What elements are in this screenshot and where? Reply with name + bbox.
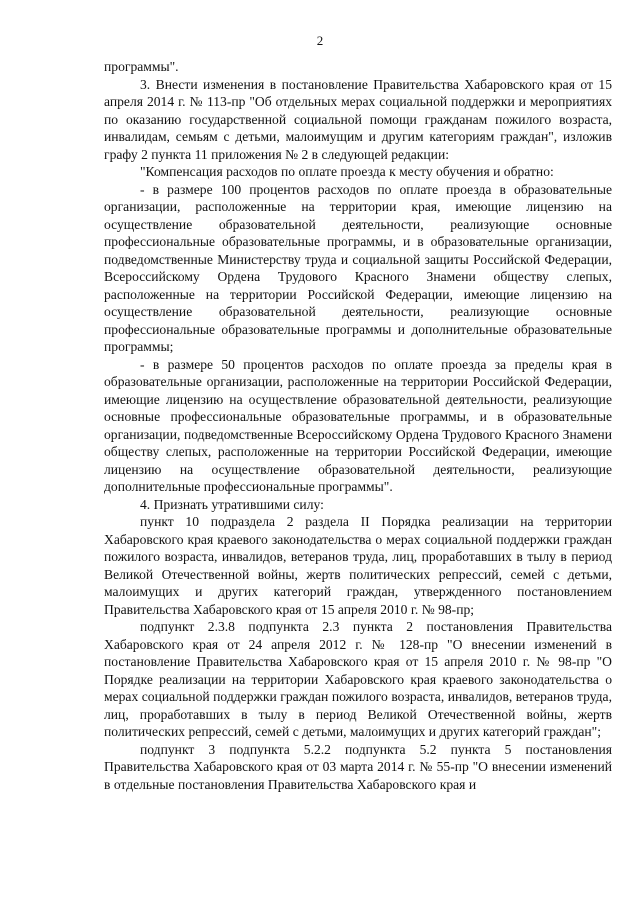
paragraph-item-4: 4. Признать утратившими силу: bbox=[140, 496, 324, 512]
paragraph-subpoint-3: подпункт 3 подпункта 5.2.2 подпункта 5.2 пункта 5 постановления Правительства Хабаровского края от 03 марта 2014 г. № 55-пр "О внесении изменений в отдельные постановления Правительства Хабаровского края и bbox=[104, 741, 612, 792]
document-body bbox=[104, 58, 612, 793]
paragraph-item-3: 3. Внести изменения в постановление Правительства Хабаровского края от 15 апреля 2014 г. № 113-пр "Об отдельных мерах социальной поддержки и мероприятиях по оказанию государственной социальной помощи гражданам пожилого возраста, инвалидам, семьям с детьми, малоимущим и другим категориям граждан", изложив графу 2 пункта 11 приложения № 2 в следующей редакции: bbox=[104, 76, 612, 162]
paragraph-subpoint-2-3-8: подпункт 2.3.8 подпункта 2.3 пункта 2 постановления Правительства Хабаровского края от 24 апреля 2012 г. № 128-пр "О внесении изменений в постановление Правительства Хабаровского края от 15 апреля 2010 г. № 98-пр "О Порядке реализации на территории Хабаровского края краевого законодательства о мерах социальной поддержки граждан пожилого возраста, инвалидов, ветеранов труда, лиц, проработавших в тылу в период Великой Отечественной войны, жертв политических репрессий, семей с детьми, малоимущих и других категорий граждан"; bbox=[104, 619, 612, 739]
paragraph-point-10: пункт 10 подраздела 2 раздела II Порядка реализации на территории Хабаровского края краевого законодательства о мерах социальной поддержки граждан пожилого возраста, инвалидов, ветеранов труда, лиц, проработавших в тылу в период Великой Отечественной войны, жертв политических репрессий, семей с детьми, малоимущих и других категорий граждан, утвержденного постановлением Правительства Хабаровского края от 15 апреля 2010 г. № 98-пр; bbox=[104, 514, 612, 617]
paragraph-quote-intro: "Компенсация расходов по оплате проезда к месту обучения и обратно: bbox=[140, 164, 554, 179]
paragraph-bullet-100-percent: - в размере 100 процентов расходов по оплате проезда в образовательные организации, расположенные на территории края, имеющие лицензию на осуществление образовательной деятельности, реализующие основные профессиональные образовательные программы, и в образовательные организации, подведомственные Министерству труда и социальной защиты Российской Федерации, Всероссийскому Ордена Трудового Красного Знамени обществу слепых, расположенные на территории Российской Федерации, имеющие лицензию на осуществление образовательной деятельности, реализующие основные профессиональные образовательные программы и дополнительные образовательные программы; bbox=[104, 181, 612, 354]
page-number: 2 bbox=[316, 33, 324, 48]
paragraph-bullet-50-percent: - в размере 50 процентов расходов по оплате проезда за пределы края в образовательные организации, расположенные на территории Российской Федерации, имеющие лицензию на осуществление образовательной деятельности, реализующие основные профессиональные образовательные программы, и в образовательные организации, подведомственные Всероссийскому Ордена Трудового Красного Знамени обществу слепых, расположенные на территории Российской Федерации, имеющие лицензию на осуществление образовательной деятельности, реализующие дополнительные профессиональные программы". bbox=[104, 356, 612, 494]
paragraph-continuation: программы". bbox=[104, 59, 179, 74]
